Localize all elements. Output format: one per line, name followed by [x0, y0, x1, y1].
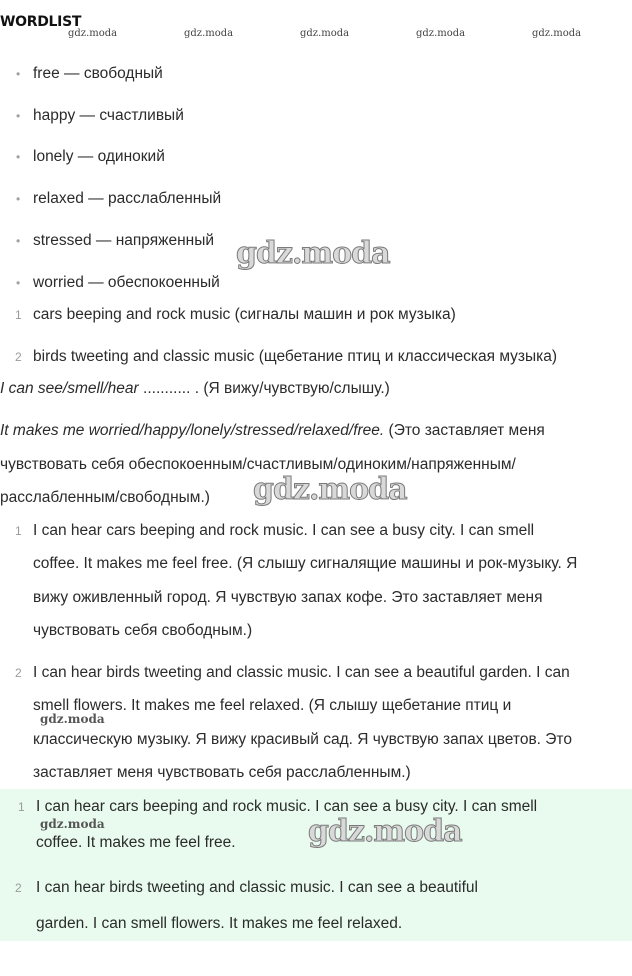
bullet-icon: •: [16, 150, 21, 164]
bullet-icon: •: [16, 67, 21, 81]
phrase-line: It makes me worried/happy/lonely/stressed/relaxed/free. (Это заставляет меня: [0, 422, 545, 439]
phrase-line: чувствовать себя обеспокоенным/счастливым/одиноким/напряженным/: [0, 456, 516, 473]
phrase-line: I can see/smell/hear ........... . (Я вижу/чувствую/слышу.): [0, 380, 390, 397]
watermark: gdz.moda: [253, 472, 407, 507]
watermark: gdz.moda: [532, 28, 582, 39]
watermark: gdz.moda: [68, 28, 118, 39]
watermark: gdz.moda: [416, 28, 466, 39]
bullet-icon: •: [16, 109, 21, 123]
bullet-icon: •: [16, 234, 21, 248]
watermark: gdz.moda: [236, 236, 390, 271]
watermark: gdz.moda: [308, 814, 462, 849]
watermark: gdz.moda: [40, 817, 105, 831]
phrase-line: расслабленным/свободным.): [0, 489, 210, 506]
watermark: gdz.moda: [300, 28, 350, 39]
bullet-icon: •: [16, 192, 21, 206]
bullet-icon: •: [16, 276, 21, 290]
wordlist-heading: WORDLIST: [0, 14, 82, 30]
watermark: gdz.moda: [184, 28, 234, 39]
watermark: gdz.moda: [40, 712, 105, 726]
